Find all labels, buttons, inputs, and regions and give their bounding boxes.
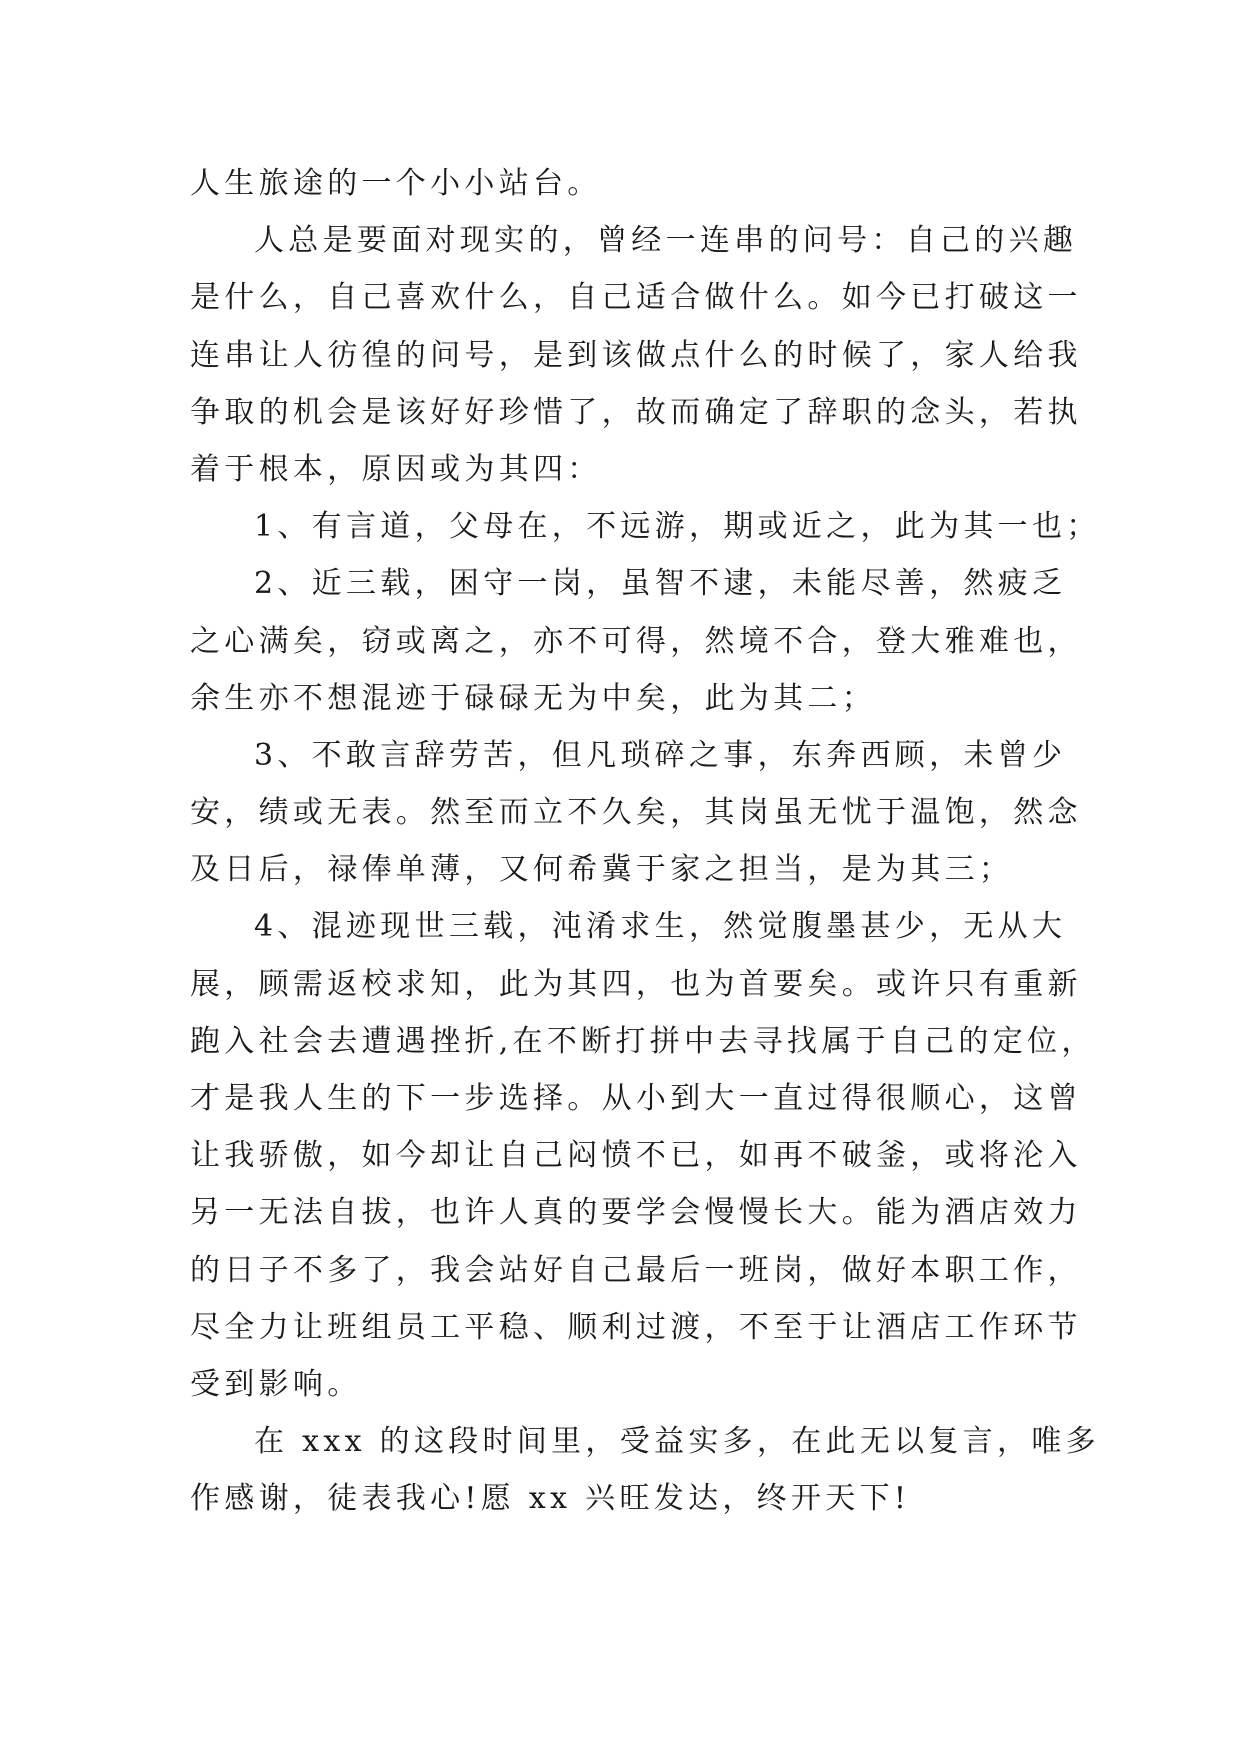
text-line: 跑入社会去遭遇挫折,在不断打拼中去寻找属于自己的定位， xyxy=(190,1023,1096,1059)
paragraph-reason-1 xyxy=(190,498,1101,555)
text-line: 作感谢，徒表我心!愿 xx 兴旺发达，终开天下! xyxy=(190,1481,911,1517)
text-line: 在 xxx 的这段时间里，受益实多，在此无以复言，唯多 xyxy=(254,1424,1100,1460)
text-line: 3、不敢言辞劳苦，但凡琐碎之事，东奔西顾，未曾少 xyxy=(254,737,1067,773)
paragraph-reasons-intro xyxy=(190,212,1082,498)
paragraph-reason-2 xyxy=(190,555,1082,727)
paragraph-closing xyxy=(190,1413,1100,1527)
text-line: 是什么，自己喜欢什么，自己适合做什么。如今已打破这一 xyxy=(190,280,1082,316)
text-line: 人总是要面对现实的，曾经一连串的问号：自己的兴趣 xyxy=(254,223,1078,259)
text-line: 着于根本，原因或为其四： xyxy=(190,451,602,487)
text-line: 的日子不多了，我会站好自己最后一班岗，做好本职工作， xyxy=(190,1252,1082,1288)
paragraph-reason-4 xyxy=(190,898,1096,1413)
text-line: 2、近三载，困守一岗，虽智不逮，未能尽善，然疲乏 xyxy=(254,566,1067,602)
text-line: 另一无法自拔，也许人真的要学会慢慢长大。能为酒店效力 xyxy=(190,1195,1082,1231)
paragraph-continuation xyxy=(190,155,1070,212)
text-line: 人生旅途的一个小小站台。 xyxy=(190,166,602,201)
text-line: 展，顾需返校求知，此为其四，也为首要矣。或许只有重新 xyxy=(190,966,1082,1002)
text-line: 才是我人生的下一步选择。从小到大一直过得很顺心，这曾 xyxy=(190,1081,1082,1116)
text-line: 连串让人彷徨的问号，是到该做点什么的时候了，家人给我 xyxy=(190,337,1082,373)
text-line: 及日后，禄俸单薄，又何希冀于家之担当，是为其三； xyxy=(190,852,1014,888)
paragraph-reason-3 xyxy=(190,727,1082,899)
text-line: 1、有言道，父母在，不远游，期或近之，此为其一也； xyxy=(254,509,1101,545)
text-line: 尽全力让班组员工平稳、顺利过渡，不至于让酒店工作环节 xyxy=(190,1309,1082,1345)
document-body xyxy=(190,155,1101,1528)
text-line: 让我骄傲，如今却让自己闷愤不已，如再不破釜，或将沦入 xyxy=(190,1138,1082,1174)
text-line: 之心满矣，窃或离之，亦不可得，然境不合，登大雅难也， xyxy=(190,623,1082,659)
text-line: 余生亦不想混迹于碌碌无为中矣，此为其二； xyxy=(190,680,876,716)
text-line: 4、混迹现世三载，沌淆求生，然觉腹墨甚少，无从大 xyxy=(254,909,1067,945)
text-line: 受到影响。 xyxy=(190,1366,362,1402)
text-line: 争取的机会是该好好珍惜了，故而确定了辞职的念头，若执 xyxy=(190,394,1082,430)
text-line: 安，绩或无表。然至而立不久矣，其岗虽无忧于温饱，然念 xyxy=(190,795,1082,831)
